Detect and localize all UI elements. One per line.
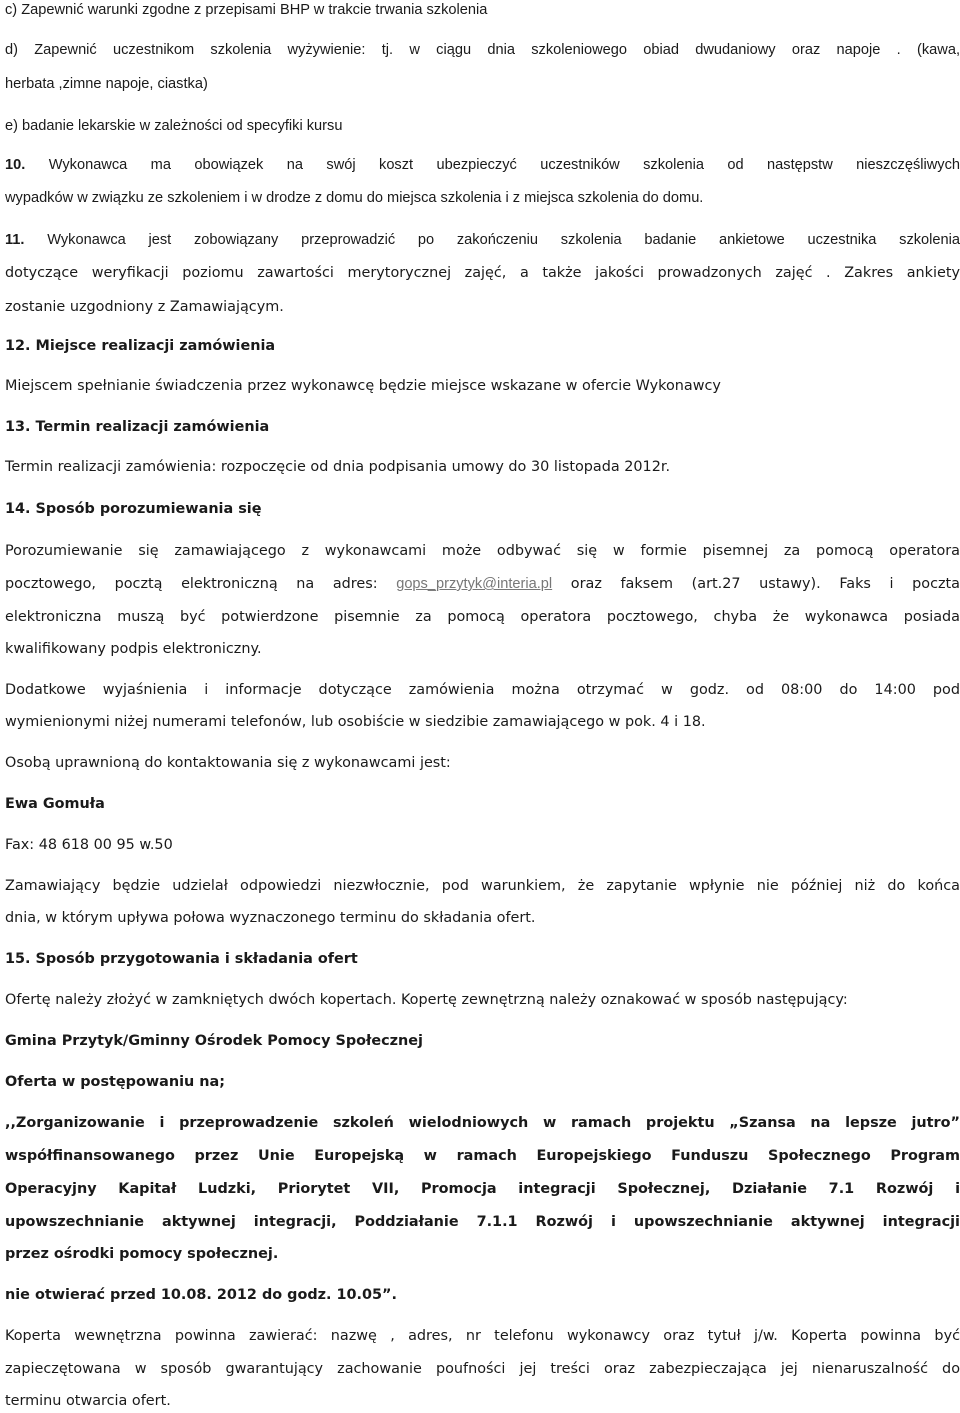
envelope-addressee: Gmina Przytyk/Gminny Ośrodek Pomocy Społecznej — [5, 1033, 423, 1049]
inner-envelope-line-1: Koperta wewnętrzna powinna zawierać: nazwę , adres, nr telefonu wykonawcy oraz tytuł j/w. Koperta powinna być — [5, 1328, 960, 1344]
paragraph-14b-line-1: Dodatkowe wyjaśnienia i informacje dotyczące zamówienia można otrzymać w godz. od 08:00 do 14:00 pod — [5, 682, 960, 698]
heading-13-title: Termin realizacji zamówienia — [35, 419, 270, 435]
heading-13-number: 13. — [5, 419, 31, 435]
project-title-line-3: Operacyjny Kapitał Ludzki, Priorytet VII, Promocja integracji Społecznej, Działanie 7.1 Rozwój i — [5, 1181, 960, 1197]
paragraph-14d-line-1: Zamawiający będzie udzielał odpowiedzi niezwłocznie, pod warunkiem, że zapytanie wpłynie nie później niż do końca — [5, 878, 960, 894]
paragraph-14d-line-2: dnia, w którym upływa połowa wyznaczonego terminu do składania ofert. — [5, 910, 536, 926]
heading-15-title: Sposób przygotowania i składania ofert — [35, 951, 358, 967]
paragraph-11-number: 11. — [5, 232, 25, 248]
heading-15-number: 15. — [5, 951, 31, 967]
paragraph-14b-line-2: wymienionymi niżej numerami telefonów, lub osobiście w siedzibie zamawiającego w pok. 4 i 18. — [5, 714, 706, 730]
envelope-offer-in: Oferta w postępowaniu na; — [5, 1074, 225, 1090]
paragraph-14a-line-1: Porozumiewanie się zamawiającego z wykonawcami może odbywać się w formie pisemnej za pomocą operatora — [5, 543, 960, 559]
paragraph-11-line-2: dotyczące weryfikacji poziomu zawartości merytorycznej zajęć, a także jakości prowadzonych zajęć . Zakres ankiety — [5, 265, 960, 281]
do-not-open-note: nie otwierać przed 10.08. 2012 do godz. 10.05”. — [5, 1287, 397, 1303]
paragraph-15a: Ofertę należy złożyć w zamkniętych dwóch kopertach. Kopertę zewnętrzną należy oznakować w sposób następujący: — [5, 992, 848, 1008]
paragraph-10-number: 10. — [5, 157, 26, 173]
paragraph-13: Termin realizacji zamówienia: rozpoczęcie od dnia podpisania umowy do 30 listopada 2012r. — [5, 459, 671, 475]
project-title-line-1: ,,Zorganizowanie i przeprowadzenie szkoleń wielodniowych w ramach projektu „Szansa na lepsze jutro” — [5, 1115, 960, 1131]
paragraph-11-text-1: Wykonawca jest zobowiązany przeprowadzić po zakończeniu szkolenia badanie ankietowe uczestnika szkolenia — [47, 232, 960, 248]
paragraph-10-text-1: Wykonawca ma obowiązek na swój koszt ubezpieczyć uczestników szkolenia od następstw nieszczęśliwych — [48, 157, 960, 173]
paragraph-14a-line-3: elektroniczna muszą być potwierdzone pisemnie za pomocą operatora pocztowego, chyba że wykonawca posiada — [5, 609, 960, 625]
list-item-c: c) Zapewnić warunki zgodne z przepisami BHP w trakcie trwania szkolenia — [5, 2, 488, 18]
inner-envelope-line-3: terminu otwarcia ofert. — [5, 1393, 171, 1409]
paragraph-12: Miejscem spełnianie świadczenia przez wykonawcę będzie miejsce wskazane w ofercie Wykonawcy — [5, 378, 721, 394]
project-title-line-4: upowszechnianie aktywnej integracji, Poddziałanie 7.1.1 Rozwój i upowszechnianie aktywnej integracji — [5, 1214, 960, 1230]
heading-14-title: Sposób porozumiewania się — [35, 501, 262, 517]
paragraph-10-line-1 — [5, 153, 960, 177]
project-title-line-5: przez ośrodki pomocy społecznej. — [5, 1246, 279, 1262]
list-item-d-line-2: herbata ,zimne napoje, ciastka) — [5, 76, 208, 92]
paragraph-11-line-3: zostanie uzgodniony z Zamawiającym. — [5, 299, 284, 315]
heading-14-number: 14. — [5, 501, 31, 517]
inner-envelope-line-2: zapieczętowana w sposób gwarantujący zachowanie poufności jej treści oraz zabezpieczająca jej nienaruszalność do — [5, 1361, 960, 1377]
fax-number: Fax: 48 618 00 95 w.50 — [5, 837, 173, 853]
list-item-e: e) badanie lekarskie w zależności od specyfiki kursu — [5, 118, 343, 134]
paragraph-14a-line-4: kwalifikowany podpis elektroniczny. — [5, 641, 262, 657]
heading-12 — [5, 334, 275, 358]
paragraph-14a-line-2-pre: pocztowego, pocztą elektroniczną na adres: — [5, 576, 378, 592]
heading-14 — [5, 497, 261, 521]
paragraph-11-line-1 — [5, 228, 960, 252]
project-title-line-2: współfinansowanego przez Unie Europejską w ramach Europejskiego Funduszu Społecznego Program — [5, 1148, 960, 1164]
heading-12-number: 12. — [5, 338, 31, 354]
heading-12-title: Miejsce realizacji zamówienia — [35, 338, 276, 354]
paragraph-14c: Osobą uprawnioną do kontaktowania się z wykonawcami jest: — [5, 755, 451, 771]
heading-13 — [5, 415, 269, 439]
heading-15 — [5, 947, 358, 971]
paragraph-10-line-2: wypadków w związku ze szkoleniem i w drodze z domu do miejsca szkolenia i z miejsca szkolenia do domu. — [5, 190, 704, 206]
list-item-d-line-1: d) Zapewnić uczestnikom szkolenia wyżywienie: tj. w ciągu dnia szkoleniowego obiad dwudaniowy oraz napoje . (kawa, — [5, 42, 960, 58]
email-link[interactable]: gops_przytyk@interia.pl — [396, 576, 553, 592]
paragraph-14a-line-2-post: oraz faksem (art.27 ustawy). Faks i poczta — [570, 576, 960, 592]
contact-name: Ewa Gomuła — [5, 796, 105, 812]
paragraph-14a-line-2 — [5, 572, 960, 596]
